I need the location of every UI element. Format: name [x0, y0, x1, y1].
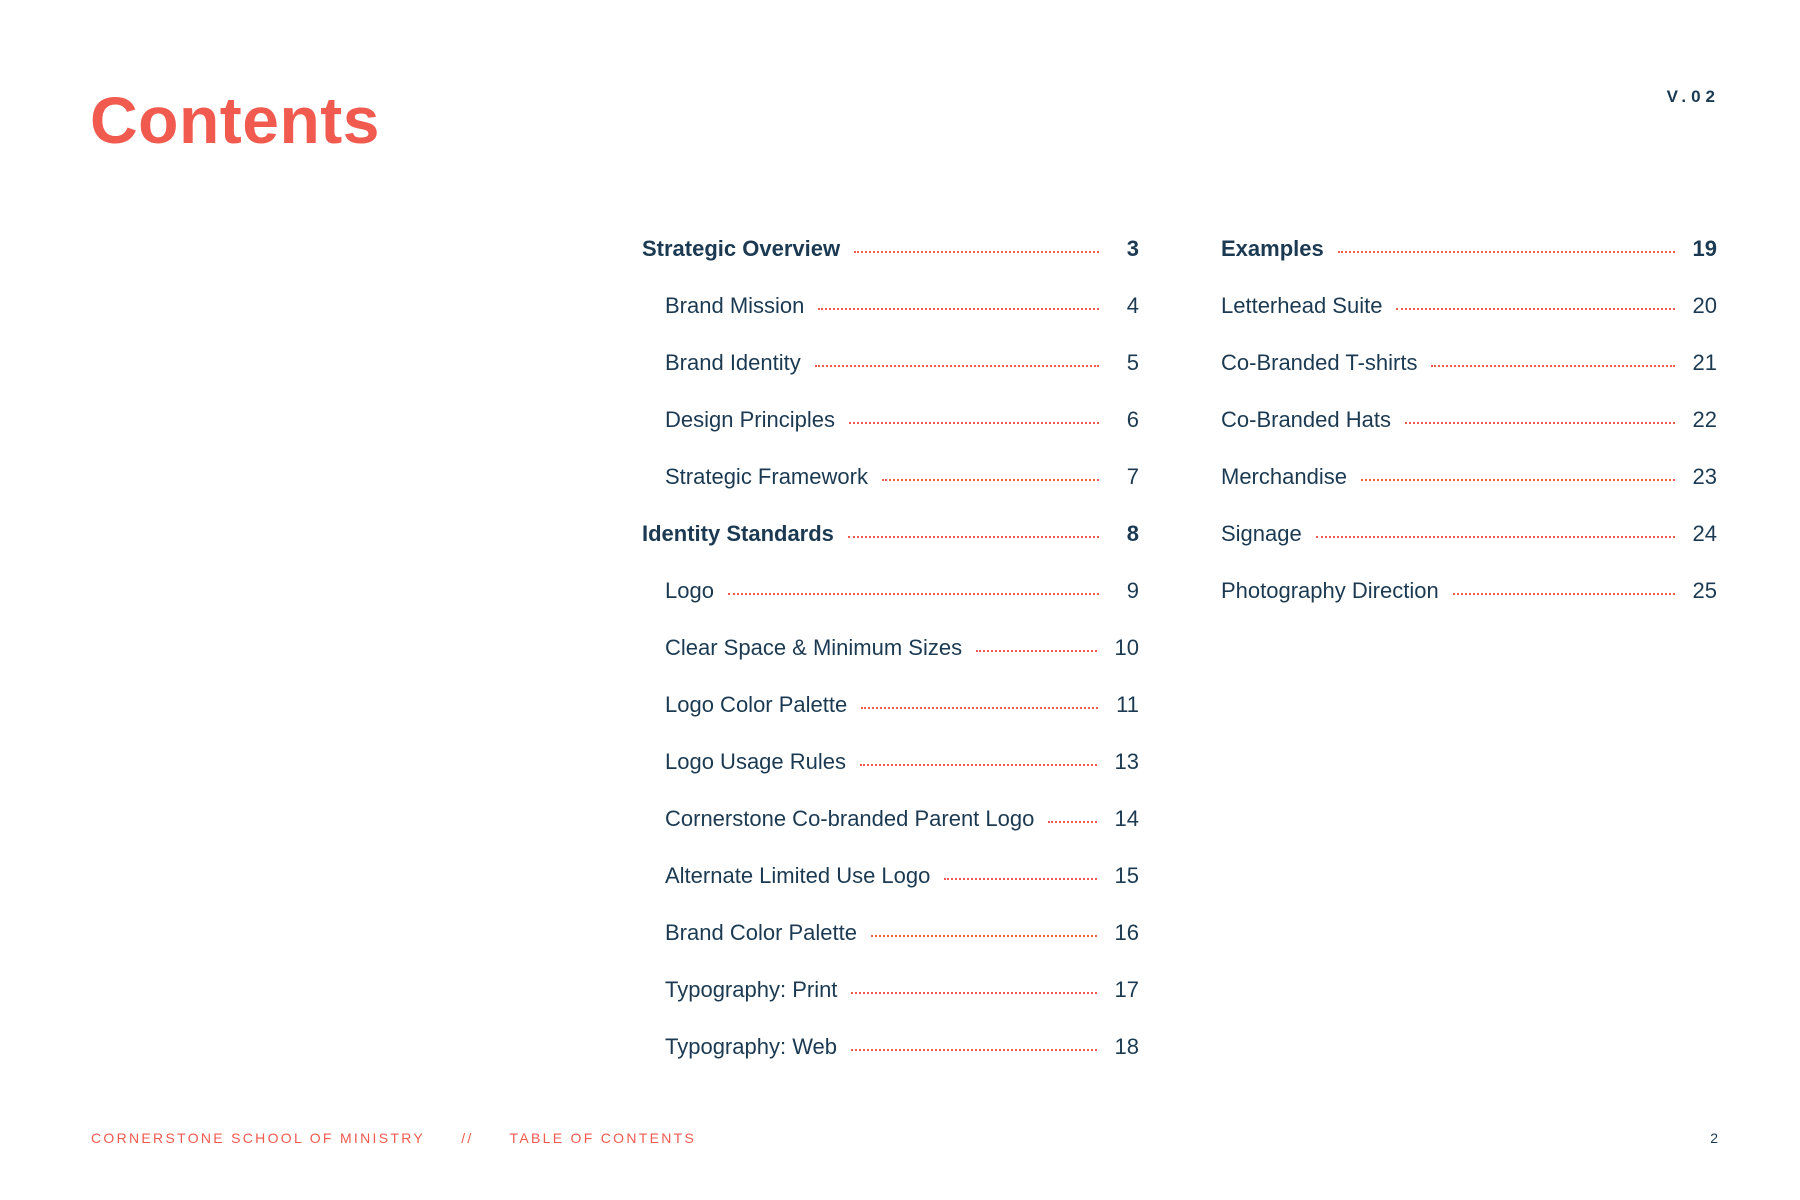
toc-entry-page: 5: [1126, 350, 1139, 375]
page-number: 2: [1710, 1130, 1718, 1146]
dot-leader: [871, 935, 1097, 937]
toc-entry-page: 7: [1126, 464, 1139, 489]
dot-leader: [815, 365, 1099, 367]
toc-entry[interactable]: [1221, 521, 1717, 578]
toc-entry-label: Brand Color Palette: [665, 920, 857, 945]
toc-entry[interactable]: [642, 521, 1139, 578]
dot-leader: [882, 479, 1099, 481]
dot-leader: [1048, 821, 1096, 823]
toc-entry[interactable]: [642, 236, 1139, 293]
toc-entry-page: 6: [1126, 407, 1139, 432]
toc-entry[interactable]: [642, 749, 1139, 806]
dot-leader: [851, 992, 1096, 994]
toc-entry-label: Strategic Framework: [665, 464, 868, 489]
dot-leader: [1431, 365, 1674, 367]
page-title: Contents: [90, 83, 380, 157]
toc-entry-page: 3: [1126, 236, 1139, 261]
toc-entry-label: Brand Identity: [665, 350, 801, 375]
dot-leader: [849, 422, 1099, 424]
toc-entry-page: 19: [1692, 236, 1717, 261]
dot-leader: [854, 251, 1099, 253]
toc-entry-label: Logo Color Palette: [665, 692, 848, 717]
toc-entry-page: 13: [1114, 749, 1139, 774]
toc-entry-label: Clear Space & Minimum Sizes: [665, 635, 963, 660]
dot-leader: [1316, 536, 1675, 538]
toc-entry-label: Brand Mission: [665, 293, 805, 318]
toc-entry-label: Letterhead Suite: [1221, 293, 1383, 318]
dot-leader: [860, 764, 1097, 766]
toc-column-right: [1221, 236, 1717, 635]
toc-entry-page: 25: [1692, 578, 1717, 603]
footer-separator: //: [461, 1130, 474, 1146]
toc-entry-label: Examples: [1221, 236, 1324, 261]
toc-entry[interactable]: [1221, 464, 1717, 521]
toc-entry-page: 20: [1692, 293, 1717, 318]
dot-leader: [848, 536, 1099, 538]
toc-entry-label: Signage: [1221, 521, 1302, 546]
footer-org: CORNERSTONE SCHOOL OF MINISTRY: [91, 1130, 425, 1146]
toc-entry[interactable]: [642, 578, 1139, 635]
toc-entry[interactable]: [642, 1034, 1139, 1091]
toc-entry[interactable]: [642, 407, 1139, 464]
dot-leader: [1396, 308, 1674, 310]
toc-entry-label: Cornerstone Co-branded Parent Logo: [665, 806, 1035, 831]
toc-column-left: [642, 236, 1139, 1091]
toc-entry-page: 23: [1692, 464, 1717, 489]
footer: [91, 1130, 726, 1146]
toc-entry-label: Typography: Print: [665, 977, 838, 1002]
toc-entry-page: 14: [1114, 806, 1139, 831]
toc-entry-label: Photography Direction: [1221, 578, 1439, 603]
toc-entry[interactable]: [1221, 407, 1717, 464]
dot-leader: [1453, 593, 1675, 595]
toc-entry-label: Logo: [665, 578, 714, 603]
toc-entry-page: 24: [1692, 521, 1717, 546]
toc-entry[interactable]: [1221, 578, 1717, 635]
toc-entry-page: 4: [1126, 293, 1139, 318]
dot-leader: [976, 650, 1096, 652]
toc-entry[interactable]: [642, 920, 1139, 977]
toc-entry[interactable]: [642, 692, 1139, 749]
toc-entry-page: 8: [1126, 521, 1139, 546]
toc-entry[interactable]: [1221, 350, 1717, 407]
toc-entry[interactable]: [642, 977, 1139, 1034]
dot-leader: [1405, 422, 1675, 424]
toc-entry-page: 16: [1114, 920, 1139, 945]
toc-entry-page: 11: [1116, 692, 1139, 717]
dot-leader: [1361, 479, 1675, 481]
toc-entry-label: Co-Branded T-shirts: [1221, 350, 1418, 375]
toc-entry[interactable]: [642, 806, 1139, 863]
toc-entry[interactable]: [1221, 236, 1717, 293]
toc-entry[interactable]: [642, 464, 1139, 521]
dot-leader: [861, 707, 1098, 709]
toc-entry-label: Strategic Overview: [642, 236, 841, 261]
dot-leader: [851, 1049, 1096, 1051]
toc-entry-page: 9: [1126, 578, 1139, 603]
dot-leader: [1338, 251, 1675, 253]
toc-entry[interactable]: [1221, 293, 1717, 350]
toc-entry-label: Merchandise: [1221, 464, 1347, 489]
footer-section: TABLE OF CONTENTS: [509, 1130, 697, 1146]
toc-entry-label: Typography: Web: [665, 1034, 838, 1059]
toc-entry-label: Design Principles: [665, 407, 835, 432]
toc-entry-label: Logo Usage Rules: [665, 749, 847, 774]
dot-leader: [728, 593, 1099, 595]
version-label: V.02: [1666, 87, 1720, 106]
toc-entry-page: 17: [1114, 977, 1139, 1002]
toc-entry[interactable]: [642, 350, 1139, 407]
toc-entry-page: 18: [1114, 1034, 1139, 1059]
toc-entry[interactable]: [642, 863, 1139, 920]
toc-entry-page: 21: [1692, 350, 1717, 375]
toc-entry-page: 22: [1692, 407, 1717, 432]
toc-entry[interactable]: [642, 635, 1139, 692]
toc-entry-label: Alternate Limited Use Logo: [665, 863, 931, 888]
toc-entry-page: 15: [1114, 863, 1139, 888]
toc-entry-label: Co-Branded Hats: [1221, 407, 1391, 432]
dot-leader: [944, 878, 1096, 880]
toc-entry-page: 10: [1114, 635, 1139, 660]
toc-entry-label: Identity Standards: [642, 521, 834, 546]
dot-leader: [818, 308, 1099, 310]
toc-entry[interactable]: [642, 293, 1139, 350]
